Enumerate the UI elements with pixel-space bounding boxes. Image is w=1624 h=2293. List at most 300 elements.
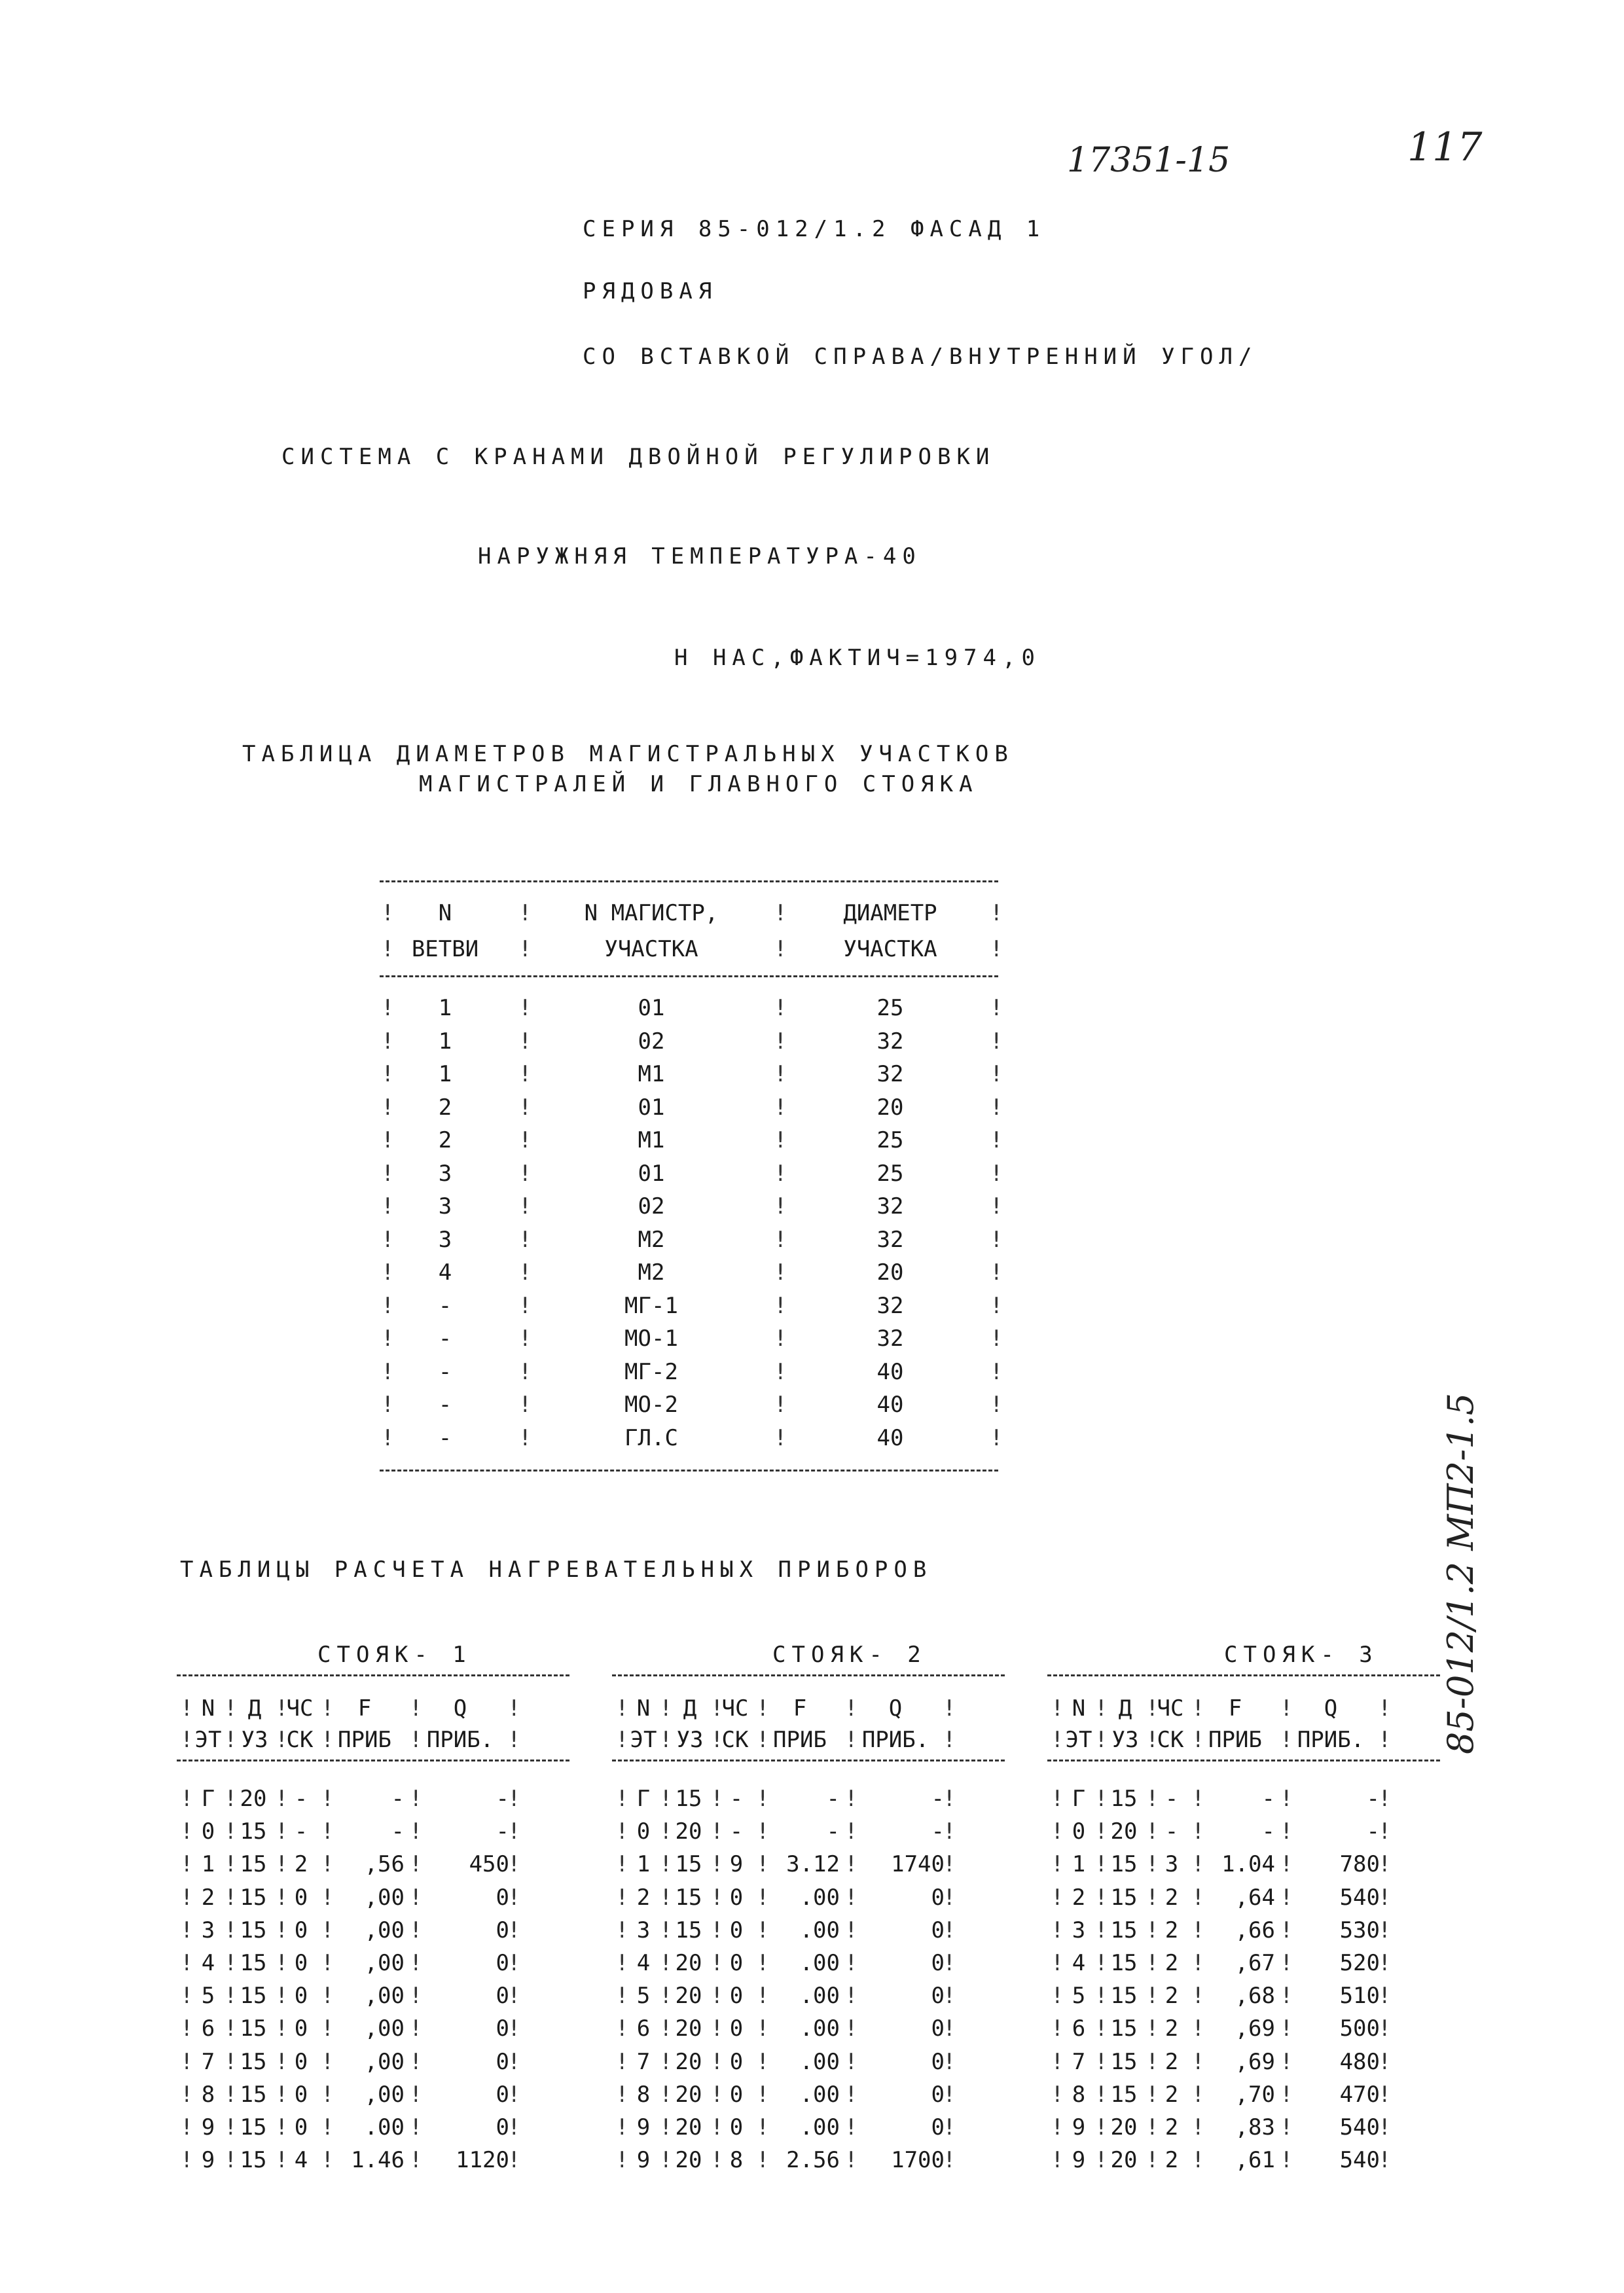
stoyak-separator: !	[409, 2081, 423, 2108]
stoyak-cell: ,00	[364, 1950, 405, 1976]
stoyak-separator: !	[1191, 1851, 1205, 1878]
stoyak-separator: !	[1280, 2048, 1293, 2075]
stoyak-separator: !	[1378, 1851, 1392, 1878]
stoyak-cell: 0	[496, 2081, 509, 2108]
stoyak-separator: !	[1146, 1983, 1159, 2010]
stoyak-separator: !	[275, 1695, 289, 1722]
stoyak-cell: 2	[1164, 2147, 1179, 2174]
stoyak-separator: !	[943, 1786, 956, 1812]
stoyak-cell: -	[729, 1786, 744, 1812]
stoyak-separator: !	[1094, 2147, 1108, 2174]
stoyak-separator: !	[615, 2147, 629, 2174]
diam-separator: !	[381, 1061, 395, 1087]
stoyak-separator: !	[507, 1950, 521, 1976]
stoyak-separator: !	[844, 2015, 858, 2042]
stoyak-cell: ,69	[1235, 2015, 1275, 2042]
diam-separator: !	[774, 1292, 787, 1319]
diam-table-title-2: МАГИСТРАЛЕЙ И ГЛАВНОГО СТОЯКА	[419, 771, 979, 797]
stoyak-separator: !	[615, 1818, 629, 1845]
stoyak-cell: 0	[729, 2048, 744, 2075]
stoyak-separator: !	[1051, 1917, 1064, 1943]
stoyak-separator: !	[1378, 2114, 1392, 2140]
diam-separator: !	[518, 1259, 532, 1286]
stoyak-header-cell: ЧС	[721, 1695, 749, 1722]
stoyak-separator: !	[710, 1695, 724, 1722]
stoyak-cell: 1740	[891, 1851, 945, 1878]
stoyak-header-cell: СК	[1157, 1727, 1184, 1753]
diam-separator: !	[381, 1127, 395, 1153]
stoyak-cell: 5	[201, 1983, 215, 2010]
diam-separator: !	[381, 1292, 395, 1319]
stoyak-separator: !	[844, 1884, 858, 1911]
stoyak-separator: !	[321, 2048, 334, 2075]
stoyak-separator: !	[321, 1786, 334, 1812]
stoyak-cell: 510	[1339, 1983, 1380, 2010]
diam-cell: 01	[638, 995, 665, 1021]
diam-cell: 20	[876, 1259, 904, 1286]
stoyak-separator: !	[1094, 1786, 1108, 1812]
stoyak-separator: !	[321, 2015, 334, 2042]
stoyak-separator: !	[659, 2048, 673, 2075]
stoyak-separator: !	[1146, 2048, 1159, 2075]
stoyak-cell: -	[826, 1818, 840, 1845]
diam-separator: !	[774, 1326, 787, 1352]
stoyak-separator: !	[1094, 1884, 1108, 1911]
stoyak-cell: 0	[931, 1917, 945, 1943]
series-line: СЕРИЯ 85-012/1.2 ФАСАД 1	[583, 216, 1046, 242]
diam-cell: 1	[438, 1061, 452, 1087]
stoyak-separator: !	[507, 2114, 521, 2140]
stoyak-cell: 0	[729, 2114, 744, 2140]
stoyak-separator: !	[659, 1786, 673, 1812]
diam-separator: !	[518, 1358, 532, 1385]
diam-separator: !	[774, 936, 787, 962]
stoyak-separator: !	[1378, 2081, 1392, 2108]
diam-separator: !	[990, 936, 1003, 962]
diam-separator: !	[990, 1028, 1003, 1055]
stoyak-separator: !	[710, 1727, 724, 1753]
stoyak-cell: ,83	[1235, 2114, 1275, 2140]
diam-separator: !	[518, 900, 532, 926]
stoyak-cell: 15	[675, 1917, 702, 1943]
diam-separator: !	[990, 1226, 1003, 1253]
stoyak-cell: 8	[636, 2081, 651, 2108]
stoyak-separator: !	[275, 1917, 289, 1943]
stoyak-cell: 0	[636, 1818, 651, 1845]
stoyak-header-cell: F	[357, 1695, 372, 1722]
stoyak-separator: !	[710, 2147, 724, 2174]
stoyak-separator: !	[180, 2114, 194, 2140]
stoyak-cell: 15	[1110, 1884, 1138, 1911]
diam-separator: !	[381, 1358, 395, 1385]
diam-separator: !	[518, 1326, 532, 1352]
stoyak-separator: !	[321, 1818, 334, 1845]
stoyak-cell: 15	[1110, 1851, 1138, 1878]
stoyak-cell: 15	[240, 2081, 267, 2108]
diam-separator: !	[990, 1160, 1003, 1187]
page-number: 117	[1407, 124, 1483, 170]
stoyak-cell: ,56	[364, 1851, 405, 1878]
diam-separator: !	[381, 1326, 395, 1352]
diam-cell: 01	[638, 1094, 665, 1121]
stoyak-cell: 0	[294, 1983, 308, 2010]
stoyak-cell: 0	[931, 2114, 945, 2140]
stoyak-cell: 7	[1072, 2048, 1086, 2075]
stoyak-cell: 20	[675, 2081, 702, 2108]
diam-cell: 20	[876, 1094, 904, 1121]
stoyak-separator: !	[1094, 1851, 1108, 1878]
stoyak-cell: 2	[636, 1884, 651, 1911]
stoyak-header-cell: F	[1228, 1695, 1242, 1722]
stoyak-cell: 9	[1072, 2114, 1086, 2140]
stoyak-cell: 0	[931, 2015, 945, 2042]
diam-separator: !	[381, 1160, 395, 1187]
stoyak-separator: !	[1280, 1884, 1293, 1911]
stoyak-cell: 0	[729, 2081, 744, 2108]
stoyak-cell: 0	[294, 1917, 308, 1943]
stoyak-separator: !	[224, 1786, 238, 1812]
stoyak-cell: -	[729, 1818, 744, 1845]
stoyak-separator: !	[1378, 2048, 1392, 2075]
diam-separator: !	[381, 936, 395, 962]
stoyak-cell: 1120	[456, 2147, 509, 2174]
stoyak-cell: .00	[799, 2114, 840, 2140]
stoyak-separator: !	[659, 2114, 673, 2140]
stoyak-separator: !	[180, 1917, 194, 1943]
stoyak-separator: !	[321, 2147, 334, 2174]
diam-cell: М2	[638, 1226, 665, 1253]
stoyak-separator: !	[844, 2114, 858, 2140]
diam-cell: МО-2	[624, 1392, 678, 1418]
stoyak-separator: !	[321, 1950, 334, 1976]
stoyak-separator: !	[409, 1884, 423, 1911]
stoyak-separator: !	[659, 2015, 673, 2042]
stoyak-separator: !	[943, 1950, 956, 1976]
stoyak-separator: !	[1146, 1950, 1159, 1976]
stoyak-cell: 0	[496, 1950, 509, 1976]
stoyak-separator: !	[659, 1950, 673, 1976]
stoyak-separator: !	[275, 2015, 289, 2042]
stoyak-separator: !	[1378, 2015, 1392, 2042]
stoyak-cell: 9	[201, 2147, 215, 2174]
stoyak-cell: 0	[201, 1818, 215, 1845]
stoyak-header-cell: ЭТ	[194, 1727, 222, 1753]
stoyak-separator: !	[1051, 2081, 1064, 2108]
stoyak-separator: !	[1191, 2048, 1205, 2075]
stoyak-cell: 0	[931, 1950, 945, 1976]
stoyak-cell: 6	[636, 2015, 651, 2042]
stoyak-separator: !	[1146, 1786, 1159, 1812]
diam-separator: !	[774, 1226, 787, 1253]
stoyak-cell: ,70	[1235, 2081, 1275, 2108]
stoyak-separator: !	[1094, 1818, 1108, 1845]
diam-separator: !	[774, 1358, 787, 1385]
stoyak-separator: !	[1051, 2048, 1064, 2075]
stoyak-title: СТОЯК- 3	[1224, 1642, 1379, 1668]
diam-cell: ГЛ.С	[624, 1424, 678, 1451]
stoyak-separator: !	[507, 1786, 521, 1812]
stoyak-cell: .00	[799, 2015, 840, 2042]
stoyak-separator: !	[321, 1727, 334, 1753]
diam-cell: -	[438, 1358, 452, 1385]
document-code: 17351-15	[1067, 141, 1231, 180]
stoyak-cell: 15	[240, 2048, 267, 2075]
stoyak-cell: 9	[636, 2147, 651, 2174]
diam-cell: МГ-2	[624, 1358, 678, 1385]
stoyak-separator: !	[1378, 1950, 1392, 1976]
stoyak-cell: 2	[1164, 1884, 1179, 1911]
diam-cell: 25	[876, 1127, 904, 1153]
stoyak-cell: 540	[1339, 1884, 1380, 1911]
diam-cell: 32	[876, 1326, 904, 1352]
stoyak-separator: !	[1051, 2147, 1064, 2174]
stoyak-separator: !	[1094, 1983, 1108, 2010]
stoyak-separator: !	[321, 1695, 334, 1722]
diam-cell: М2	[638, 1259, 665, 1286]
stoyak-separator: !	[943, 1727, 956, 1753]
stoyak-separator: !	[659, 1695, 673, 1722]
diam-cell: МО-1	[624, 1326, 678, 1352]
stoyak-cell: Г	[636, 1786, 651, 1812]
stoyak-cell: 0	[496, 2015, 509, 2042]
stoyak-separator: !	[507, 1884, 521, 1911]
stoyak-separator: !	[844, 1983, 858, 2010]
diam-header-cell: N	[438, 900, 452, 926]
stoyak-cell: 5	[1072, 1983, 1086, 2010]
stoyak-cell: 0	[931, 2081, 945, 2108]
stoyak-separator: !	[943, 1884, 956, 1911]
stoyak-separator: !	[275, 1818, 289, 1845]
stoyak-separator: !	[756, 1786, 770, 1812]
diam-separator: !	[518, 1424, 532, 1451]
stoyak-separator: !	[275, 1884, 289, 1911]
stoyak-cell: 2.56	[786, 2147, 840, 2174]
stoyak-cell: ,00	[364, 1983, 405, 2010]
stoyak-separator: !	[1191, 2081, 1205, 2108]
diam-cell: 25	[876, 1160, 904, 1187]
stoyak-cell: 780	[1339, 1851, 1380, 1878]
diam-separator: !	[774, 1127, 787, 1153]
stoyak-separator: !	[1191, 2147, 1205, 2174]
diam-cell: 1	[438, 995, 452, 1021]
stoyak-separator: !	[507, 1695, 521, 1722]
diam-separator: !	[381, 995, 395, 1021]
stoyak-separator: !	[1051, 2114, 1064, 2140]
stoyak-cell: 0	[294, 1950, 308, 1976]
stoyak-cell: 0	[931, 1884, 945, 1911]
stoyak-cell: 20	[675, 2015, 702, 2042]
stoyak-separator: !	[756, 1917, 770, 1943]
stoyak-separator: !	[1280, 1917, 1293, 1943]
diam-header-cell: ДИАМЕТР	[843, 900, 937, 926]
stoyak-separator: !	[756, 1851, 770, 1878]
stoyak-cell: -	[931, 1818, 945, 1845]
diam-cell: М1	[638, 1061, 665, 1087]
stoyak-separator: !	[1094, 1695, 1108, 1722]
stoyak-cell: 480	[1339, 2048, 1380, 2075]
stoyak-separator: !	[180, 1695, 194, 1722]
diam-cell: 2	[438, 1127, 452, 1153]
diam-cell: 40	[876, 1358, 904, 1385]
head-line: Н НАС,ФАКТИЧ=1974,0	[674, 645, 1041, 671]
stoyak-cell: -	[1261, 1786, 1275, 1812]
stoyak-separator: !	[275, 1851, 289, 1878]
stoyak-cell: 15	[675, 1884, 702, 1911]
stoyak-separator: !	[275, 1786, 289, 1812]
diam-cell: 2	[438, 1094, 452, 1121]
stoyak-separator: !	[1378, 1786, 1392, 1812]
side-stamp: 85-012/1.2 МП2-1.5	[1440, 1392, 1481, 1754]
stoyak-cell: 0	[496, 1983, 509, 2010]
kind-line: РЯДОВАЯ	[583, 278, 718, 304]
stoyak-separator: !	[710, 1851, 724, 1878]
stoyak-cell: -	[826, 1786, 840, 1812]
diam-separator: !	[518, 1028, 532, 1055]
stoyak-cell: 0	[931, 2048, 945, 2075]
stoyak-cell: 15	[1110, 2015, 1138, 2042]
stoyak-separator: !	[1191, 1950, 1205, 1976]
stoyak-separator: !	[1280, 1818, 1293, 1845]
stoyak-cell: 20	[675, 1983, 702, 2010]
stoyak-separator: !	[1378, 1917, 1392, 1943]
stoyak-separator: !	[659, 1917, 673, 1943]
stoyak-separator: !	[1146, 1695, 1159, 1722]
stoyak-cell: 0	[729, 1950, 744, 1976]
diam-cell: 01	[638, 1160, 665, 1187]
stoyak-separator: !	[710, 1983, 724, 2010]
diam-separator: !	[381, 1226, 395, 1253]
stoyak-cell: -	[1164, 1818, 1179, 1845]
stoyak-separator: !	[844, 1695, 858, 1722]
stoyak-separator: !	[1280, 1983, 1293, 2010]
stoyak-cell: 1	[1072, 1851, 1086, 1878]
stoyak-cell: ,00	[364, 2048, 405, 2075]
stoyak-cell: 0	[496, 1917, 509, 1943]
diam-cell: М1	[638, 1127, 665, 1153]
stoyak-cell: 0	[729, 1884, 744, 1911]
stoyak-separator: !	[180, 1727, 194, 1753]
stoyak-header-cell: ПРИБ.	[861, 1727, 929, 1753]
stoyak-header-cell: ПРИБ.	[426, 1727, 494, 1753]
stoyak-separator: !	[409, 1818, 423, 1845]
stoyak-separator: !	[756, 2081, 770, 2108]
diam-separator: !	[518, 1193, 532, 1219]
stoyak-cell: 15	[1110, 1786, 1138, 1812]
stoyak-header-cell: ЧС	[1157, 1695, 1184, 1722]
stoyak-header-cell: F	[793, 1695, 807, 1722]
stoyak-separator: !	[844, 1950, 858, 1976]
diam-separator: !	[990, 1094, 1003, 1121]
stoyak-cell: 5	[636, 1983, 651, 2010]
diam-separator: !	[990, 1127, 1003, 1153]
stoyak-separator: !	[409, 2048, 423, 2075]
diam-cell: 32	[876, 1226, 904, 1253]
stoyak-cell: -	[496, 1786, 509, 1812]
stoyak-separator: !	[1280, 2147, 1293, 2174]
stoyak-separator: !	[710, 1786, 724, 1812]
diam-cell: 25	[876, 995, 904, 1021]
diam-cell: 32	[876, 1028, 904, 1055]
stoyak-separator: !	[1146, 1917, 1159, 1943]
stoyak-cell: 3	[636, 1917, 651, 1943]
stoyak-separator: !	[180, 1983, 194, 2010]
stoyak-separator: !	[1378, 1884, 1392, 1911]
diam-separator: !	[518, 1392, 532, 1418]
stoyak-cell: 1	[636, 1851, 651, 1878]
stoyak-cell: 2	[1164, 1950, 1179, 1976]
diam-separator: !	[774, 900, 787, 926]
stoyak-separator: !	[756, 1818, 770, 1845]
diam-separator: !	[774, 1028, 787, 1055]
stoyak-cell: -	[496, 1818, 509, 1845]
stoyak-separator: !	[180, 2147, 194, 2174]
stoyak-separator: !	[507, 1917, 521, 1943]
stoyak-separator: !	[615, 1884, 629, 1911]
stoyak-header-cell: N	[636, 1695, 651, 1722]
stoyak-separator: !	[1051, 1950, 1064, 1976]
stoyak-separator: !	[1280, 2081, 1293, 2108]
stoyak-cell: 6	[1072, 2015, 1086, 2042]
diam-cell: 02	[638, 1028, 665, 1055]
stoyak-cell: 2	[1164, 2081, 1179, 2108]
stoyak-cell: 20	[1110, 2114, 1138, 2140]
stoyak-cell: .00	[799, 1917, 840, 1943]
stoyak-separator: !	[1051, 1695, 1064, 1722]
stoyak-separator: !	[1191, 2015, 1205, 2042]
stoyak-separator: !	[224, 1851, 238, 1878]
stoyak-separator: !	[1094, 2114, 1108, 2140]
stoyak-separator: !	[615, 1695, 629, 1722]
stoyak-rule-header	[1047, 1760, 1440, 1761]
stoyak-cell: ,00	[364, 2081, 405, 2108]
stoyak-cell: 0	[294, 2015, 308, 2042]
diam-separator: !	[990, 1259, 1003, 1286]
stoyak-separator: !	[943, 1983, 956, 2010]
stoyak-cell: 0	[729, 1983, 744, 2010]
stoyak-separator: !	[1094, 1950, 1108, 1976]
stoyak-cell: 1700	[891, 2147, 945, 2174]
stoyak-separator: !	[507, 2147, 521, 2174]
stoyak-separator: !	[1146, 1851, 1159, 1878]
stoyak-cell: 15	[240, 1950, 267, 1976]
stoyak-separator: !	[275, 2048, 289, 2075]
diam-cell: -	[438, 1424, 452, 1451]
heaters-title: ТАБЛИЦЫ РАСЧЕТА НАГРЕВАТЕЛЬНЫХ ПРИБОРОВ	[180, 1557, 933, 1583]
stoyak-cell: ,69	[1235, 2048, 1275, 2075]
stoyak-separator: !	[1051, 2015, 1064, 2042]
stoyak-cell: 0	[294, 1884, 308, 1911]
stoyak-cell: ,68	[1235, 1983, 1275, 2010]
stoyak-separator: !	[224, 1695, 238, 1722]
stoyak-separator: !	[615, 1983, 629, 2010]
stoyak-separator: !	[710, 2081, 724, 2108]
stoyak-separator: !	[1051, 1851, 1064, 1878]
stoyak-separator: !	[275, 1983, 289, 2010]
stoyak-separator: !	[756, 1950, 770, 1976]
stoyak-separator: !	[1191, 1786, 1205, 1812]
stoyak-header-cell: Д	[1118, 1695, 1132, 1722]
stoyak-cell: 0	[294, 2081, 308, 2108]
diam-header-cell: ВЕТВИ	[411, 936, 479, 962]
stoyak-cell: -	[391, 1786, 405, 1812]
stoyak-cell: 7	[201, 2048, 215, 2075]
stoyak-separator: !	[507, 2048, 521, 2075]
stoyak-cell: 15	[1110, 2081, 1138, 2108]
stoyak-separator: !	[180, 1884, 194, 1911]
stoyak-cell: 7	[636, 2048, 651, 2075]
diam-cell: 1	[438, 1028, 452, 1055]
stoyak-cell: 2	[1164, 1917, 1179, 1943]
